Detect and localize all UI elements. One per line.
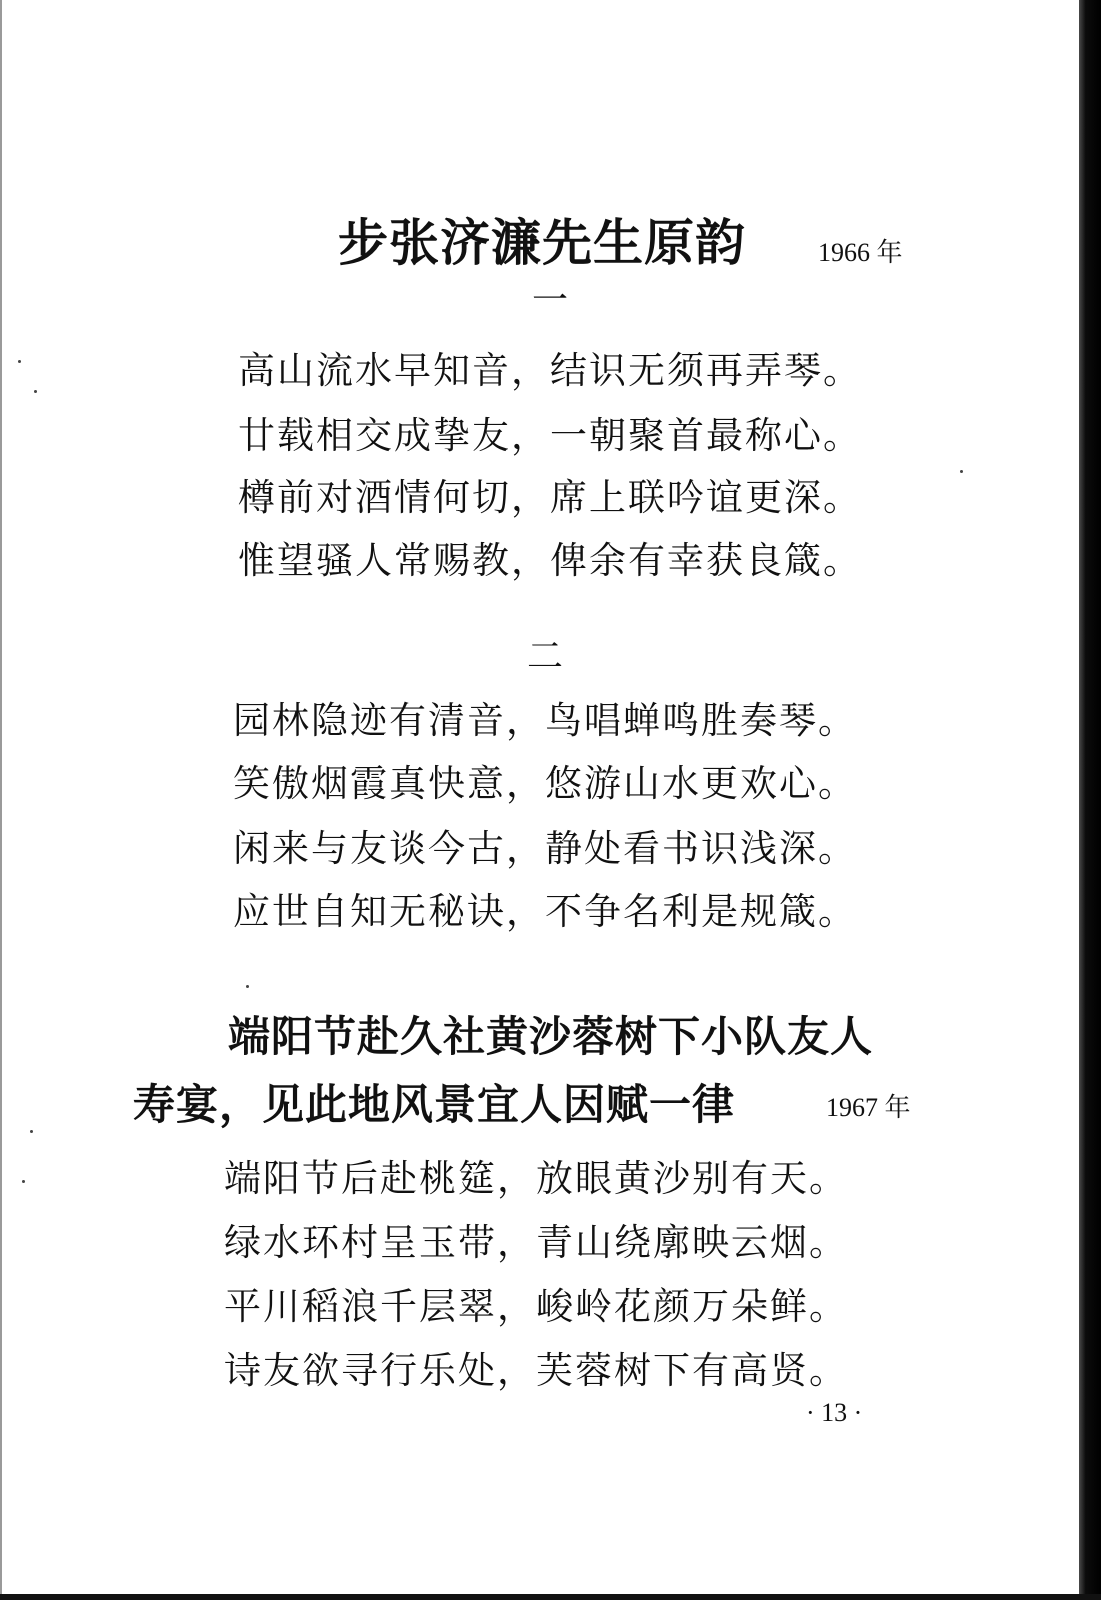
scan-speck <box>18 360 21 363</box>
poem1-section2-line3: 闲来与友谈今古，静处看书识浅深。 <box>233 827 857 870</box>
poem1-section1-number: 一 <box>531 280 568 321</box>
poem2-line1: 端阳节后赴桃筵，放眼黄沙别有天。 <box>224 1157 848 1200</box>
poem1-section2-number: 二 <box>526 636 563 677</box>
poem2-year: 1967 年 <box>826 1093 911 1122</box>
poem1-section1-line2: 廿载相交成挚友，一朝聚首最称心。 <box>238 414 862 457</box>
poem1-section1-line4: 惟望骚人常赐教，俾余有幸获良箴。 <box>238 539 862 582</box>
scan-speck <box>34 390 37 393</box>
scan-speck <box>246 985 249 988</box>
page-number: · 13 · <box>806 1398 863 1427</box>
page-left-edge <box>0 0 2 1600</box>
scan-speck <box>22 1180 25 1183</box>
poem1-section2-line4: 应世自知无秘诀，不争名利是规箴。 <box>233 890 857 933</box>
poem1-title: 步张济濂先生原韵 <box>338 213 746 272</box>
poem2-line2: 绿水环村呈玉带，青山绕廓映云烟。 <box>224 1221 848 1264</box>
poem2-title-line2: 寿宴，见此地风景宜人因赋一律 <box>133 1080 736 1129</box>
poem2-line3: 平川稻浪千层翠，峻岭花颜万朵鲜。 <box>224 1285 848 1328</box>
poem1-section1-line1: 高山流水早知音，结识无须再弄琴。 <box>238 349 862 392</box>
poem1-section2-line2: 笑傲烟霞真快意，悠游山水更欢心。 <box>233 762 857 805</box>
scan-speck <box>960 470 963 473</box>
poem2-line4: 诗友欲寻行乐处，芙蓉树下有高贤。 <box>224 1349 848 1392</box>
poem1-section1-line3: 樽前对酒情何切，席上联吟谊更深。 <box>238 476 862 519</box>
scan-speck <box>30 1130 33 1133</box>
poem1-year: 1966 年 <box>818 238 903 267</box>
poem2-title-line1: 端阳节赴久社黄沙蓉树下小队友人 <box>228 1012 874 1061</box>
poem1-section2-line1: 园林隐迹有清音，鸟唱蝉鸣胜奏琴。 <box>233 699 857 742</box>
page-binding-shadow <box>1079 0 1101 1600</box>
page-bottom-edge <box>0 1594 1101 1600</box>
